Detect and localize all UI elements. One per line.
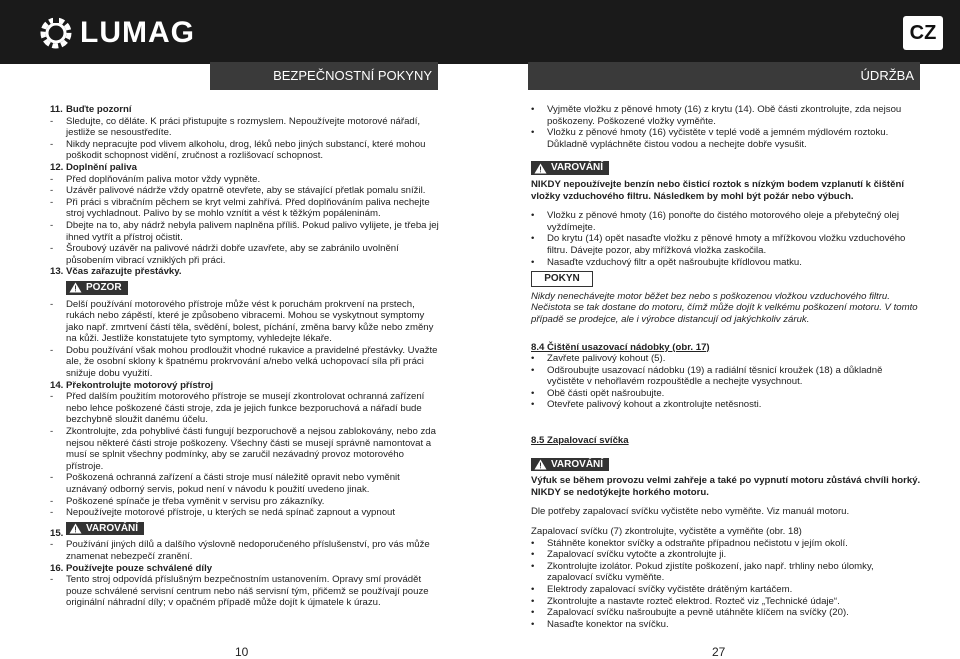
warning-icon — [534, 459, 547, 470]
list-item: • Vložku z pěnové hmoty (16) vyčistěte v teplé vodě a jemném mýdlovém roztoku. Důkladně vypláchněte čistou vodou a nechejte dobře vysušit. — [531, 127, 889, 150]
list-item: • Zapalovací svíčku vytočte a zkontrolujte ji. — [531, 549, 727, 561]
section-11-heading: 11. Buďte pozorní — [50, 104, 132, 115]
section-12-heading: 12. Doplnění paliva — [50, 161, 137, 173]
section-15-heading: 15. VAROVÁNÍ — [50, 519, 440, 540]
list-item: - Uzávěr palivové nádrže vždy opatrně otevřete, aby se stávající přetlak pomalu snížil. — [50, 185, 426, 197]
section-13-heading: 13. Včas zařazujte přestávky. — [50, 266, 182, 278]
brand-logo — [36, 12, 195, 54]
list-item: - Sledujte, co děláte. K práci přistupujte s rozmyslem. Nepoužívejte motorové nářadí, jestliže se nesoustředíte. — [50, 115, 421, 139]
list-item: • Vyjměte vložku z pěnové hmoty (16) z krytu (14). Obě části zkontrolujte, zda nejsou poškozeny. Poškozené vložky vyměňte. — [531, 104, 902, 127]
right-column — [531, 104, 921, 630]
list-item: • Stáhněte konektor svíčky a odstraňte případnou nečistotu v jejím okolí. — [531, 537, 848, 549]
list-item: • Odšroubujte usazovací nádobku (19) a radiální těsnicí kroužek (18) a důkladně vyčistěte v nehořlavém rozpouštědle a nechejte vysychnout. — [531, 364, 883, 388]
list-item: • Nasaďte konektor na svíčku. — [531, 618, 669, 630]
page-number-left: 10 — [235, 645, 249, 659]
section-8-5-heading: 8.5 Zapalovací svíčka — [531, 435, 629, 447]
warning-text: Výfuk se během provozu velmi zahřeje a také po vypnutí motoru zůstává chvíli horký. NIKDY se nedotýkejte horkého motoru. — [531, 475, 921, 498]
page-number-right: 27 — [712, 645, 726, 659]
list-item: • Elektrody zapalovací svíčky vyčistěte drátěným kartáčem. — [531, 584, 793, 595]
list-item: - Před dalším použitím motorového přístroje se musejí zkontrolovat ochranná zařízení nebo lehce poškozené části stroje, zda je jejich funkce bezporuchová a nářadí bude bezchybně sloužit danému účelu. — [50, 391, 425, 426]
list-item: - Při práci s vibračním pěchem se kryt velmi zahřívá. Před doplňováním paliva nechejte stroj vychladnout. Palivo by se mohlo vznítit a vést k těžkým popáleninám. — [50, 196, 430, 220]
section-8-4-heading: 8.4 Čištění usazovací nádobky (obr. 17) — [531, 341, 710, 353]
paragraph: Dle potřeby zapalovací svíčku vyčistěte nebo vyměňte. Viz manuál motoru. — [531, 506, 850, 518]
note-text: Nikdy nenechávejte motor běžet bez nebo s poškozenou vložkou vzduchového filtru. Nečistota se tak dostane do motoru, čímž může dojít k velkému poškození motoru. V tomto případě se prodejce, ale i výrobce distancují od jakýchkoliv záruk. — [531, 290, 918, 325]
list-item: - Používání jiných dílů a dalšího výslovně nedoporučeného příslušenství, pro vás může znamenat nebezpečí zranění. — [50, 539, 430, 562]
list-item: - Dbejte na to, aby nádrž nebyla palivem naplněna příliš. Pokud palivo vylijete, je třeba jej ihned vytřít a přístroj očistit. — [50, 219, 439, 243]
section-header-right: ÚDRŽBA — [528, 62, 920, 90]
list-item: • Zkontrolujte a nastavte rozteč elektrod. Rozteč viz „Technické údaje“. — [531, 595, 840, 607]
varovani-badge: VAROVÁNÍ — [531, 161, 609, 175]
warning-icon — [534, 163, 547, 174]
varovani-badge: VAROVÁNÍ — [531, 458, 609, 472]
list-item: • Zapalovací svíčku našroubujte a pevně utáhněte klíčem na svíčky (20). — [531, 607, 849, 619]
paragraph: Zapalovací svíčku (7) zkontrolujte, vyčistěte a vyměňte (obr. 18) — [531, 526, 802, 538]
varovani-badge: VAROVÁNÍ — [66, 522, 144, 536]
list-item: - Dobu používání však mohou prodloužit vhodné rukavice a pravidelné přestávky. Uvažte ale, že osobní sklony k špatnému prokrvování a/nebo velká uchopovací síla při práci snižuje dobu využití. — [50, 344, 438, 380]
section-16-heading: 16. Používejte pouze schválené díly — [50, 562, 213, 574]
list-item: - Poškozené spínače je třeba vyměnit v servisu pro zákazníky. — [50, 495, 325, 507]
section-14-heading: 14. Překontrolujte motorový přístroj — [50, 379, 214, 391]
list-item: • Vložku z pěnové hmoty (16) ponořte do čistého motorového oleje a přebytečný olej vyždímejte. — [531, 210, 899, 233]
list-item: • Nasaďte vzduchový filtr a opět našroubujte křídlovou matku. — [531, 256, 802, 268]
list-item: • Zavřete palivový kohout (5). — [531, 353, 666, 365]
warning-icon — [69, 282, 82, 293]
list-item: - Šroubový uzávěr na palivové nádrži dobře uzavřete, aby se zabránilo uvolnění působením vibrací vzniklých při práci. — [50, 243, 399, 266]
list-item: • Otevřete palivový kohout a zkontrolujte netěsnosti. — [531, 399, 762, 411]
left-column — [50, 104, 440, 609]
pozor-badge: POZOR — [66, 281, 128, 295]
warning-text: NIKDY nepoužívejte benzín nebo čisticí roztok s nízkým bodem vzplanutí k čištění vložky vzduchového filtru. Následkem by mohl být požár nebo výbuch. — [531, 178, 904, 202]
country-badge: CZ — [903, 16, 943, 50]
list-item: • Obě části opět našroubujte. — [531, 387, 665, 399]
gear-icon — [36, 13, 76, 53]
list-item: • Zkontrolujte izolátor. Pokud zjistíte poškození, jako např. trhliny nebo úlomky, zapalovací svíčku vyměňte. — [531, 560, 874, 584]
top-bar — [0, 0, 960, 64]
list-item: - Před doplňováním paliva motor vždy vypněte. — [50, 173, 261, 185]
list-item: - Poškozená ochranná zařízení a části stroje musí náležitě opravit nebo vyměnit uznávaný odborný servis, pokud není v návodu k použití uvedeno jinak. — [50, 472, 400, 495]
pokyn-badge: POKYN — [531, 271, 593, 287]
warning-icon — [69, 523, 82, 534]
list-item: • Do krytu (14) opět nasaďte vložku z pěnové hmoty a mřížkovou vložku vzduchového filtru. Dávejte pozor, aby mřížková vložka zaskočila. — [531, 233, 906, 256]
list-item: - Tento stroj odpovídá příslušným bezpečnostním ustanovením. Opravy smí provádět pouze schválené servisní centrum nebo náš servisní tým, přičemž se používají pouze originální náhradní díly; v opačném případě může dojít k újmatele k úrazu. — [50, 574, 429, 609]
logo-text: LUMAG — [80, 16, 195, 49]
section-header-left: BEZPEČNOSTNÍ POKYNY — [210, 62, 438, 90]
list-item: - Delší používání motorového přístroje může vést k poruchám prokrvení na prstech, rukách nebo zápěstí, které je způsobeno vibracemi. Mohou se vyskytnout symptomy jako např. zmrtvení částí těla, svědění, bolest, píchání, změna barvy kůže nebo změny na kůži. Jestliže konstatujete tyto symptomy, vyhledejte lékaře. — [50, 298, 434, 345]
list-item: - Nepoužívejte motorové přístroje, u kterých se nedá spínač zapnout a vypnout — [50, 507, 396, 519]
list-item: - Nikdy nepracujte pod vlivem alkoholu, drog, léků nebo jiných substancí, které mohou poškodit schopnost vidění, zručnost a rozlišovací schopnost. — [50, 138, 426, 162]
list-item: - Zkontrolujte, zda pohyblivé části fungují bezporuchově a nejsou zablokovány, nebo zda nejsou některé části stroje poškozeny. Všechny části se musejí správně namontovat a musí se splnit všechny podmínky, aby se zaručil nezávadný provoz motorového přístroje. — [50, 426, 436, 472]
